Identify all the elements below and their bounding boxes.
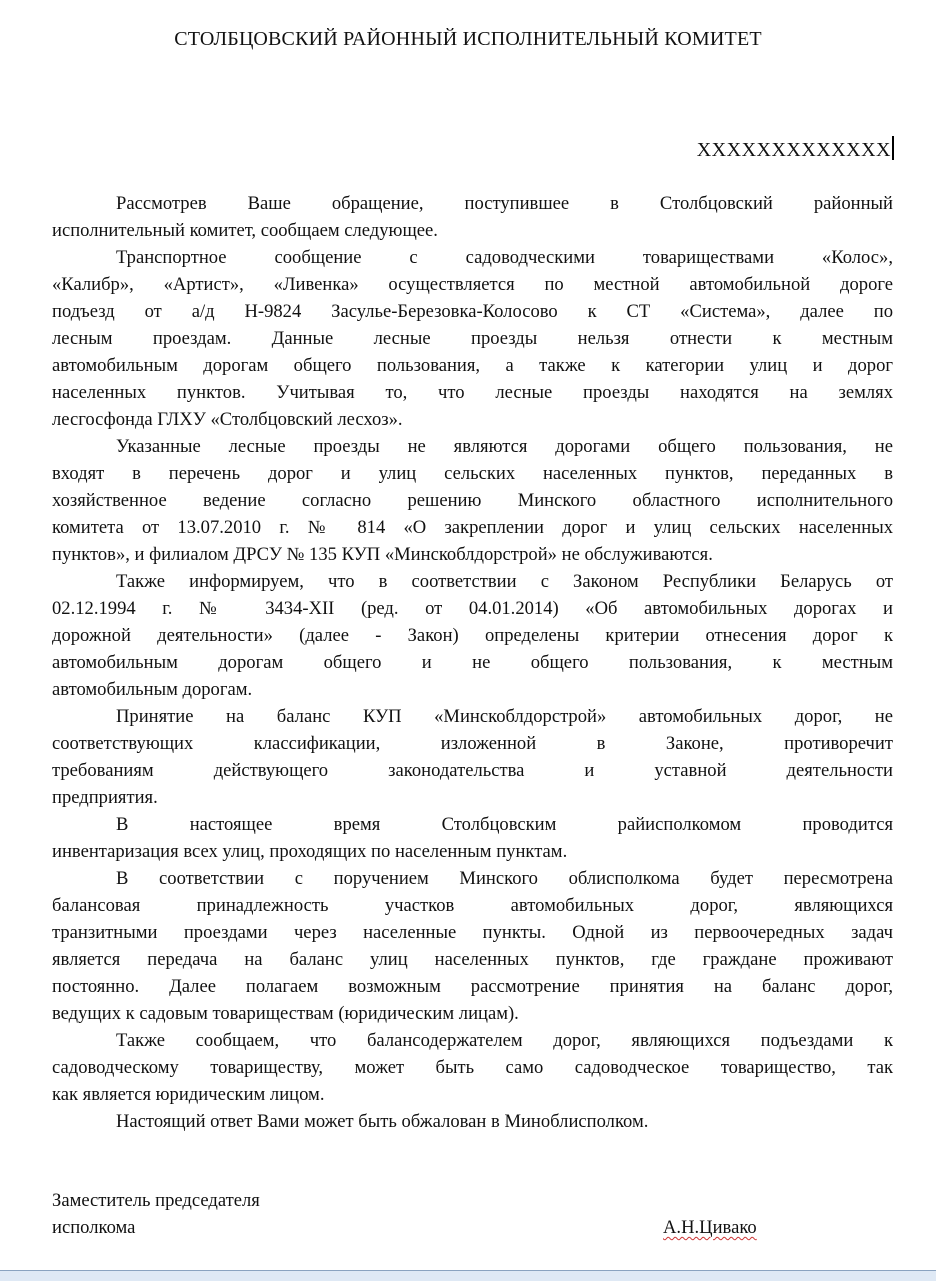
text-line: комитета от 13.07.2010 г. № 814 «О закреплении дорог и улиц сельских населенных	[52, 517, 893, 538]
text-line: Принятие на баланс КУП «Минскоблдорстрой» автомобильных дорог, не	[116, 706, 893, 727]
paragraph	[52, 568, 893, 703]
text-line: соответствующих классификации, изложенной в Законе, противоречит	[52, 733, 893, 754]
text-line: является передача на баланс улиц населенных пунктов, где граждане проживают	[52, 949, 893, 970]
text-line: Также информируем, что в соответствии с Законом Республики Беларусь от	[116, 571, 893, 592]
text-line: ведущих к садовым товариществам (юридическим лицам).	[52, 1003, 519, 1024]
text-line: В настоящее время Столбцовским райисполкомом проводится	[116, 814, 893, 835]
paragraph	[52, 703, 893, 811]
text-line: В соответствии с поручением Минского облисполкома будет пересмотрена	[116, 868, 893, 889]
paragraph	[52, 1108, 893, 1135]
paragraph	[52, 244, 893, 433]
text-line: автомобильным дорогам общего пользования, а также к категории улиц и дорог	[52, 355, 893, 376]
text-line: Рассмотрев Ваше обращение, поступившее в Столбцовский районный	[116, 193, 893, 214]
signature-name: А.Н.Цивако	[663, 1217, 757, 1238]
text-line: лесгосфонда ГЛХУ «Столбцовский лесхоз».	[52, 409, 403, 430]
text-line: подъезд от а/д Н-9824 Засулье-Березовка-Колосово к СТ «Система», далее по	[52, 301, 893, 322]
text-line: транзитными проездами через населенные пункты. Одной из первоочередных задач	[52, 922, 893, 943]
text-line: Настоящий ответ Вами может быть обжалован в Миноблисполком.	[116, 1111, 649, 1132]
text-line: автомобильным дорогам общего и не общего пользования, к местным	[52, 652, 893, 673]
signature-position	[52, 1187, 260, 1241]
text-line: хозяйственное ведение согласно решению Минского областного исполнительного	[52, 490, 893, 511]
text-line: Транспортное сообщение с садоводческими товариществами «Колос»,	[116, 247, 893, 268]
text-line: как является юридическим лицом.	[52, 1084, 325, 1105]
text-line: балансовая принадлежность участков автомобильных дорог, являющихся	[52, 895, 893, 916]
signature-position-line1: Заместитель председателя	[52, 1190, 260, 1211]
text-line: Указанные лесные проезды не являются дорогами общего пользования, не	[116, 436, 893, 457]
text-line: входят в перечень дорог и улиц сельских населенных пунктов, переданных в	[52, 463, 893, 484]
document-title: СТОЛБЦОВСКИЙ РАЙОННЫЙ ИСПОЛНИТЕЛЬНЫЙ КОМИТЕТ	[174, 28, 762, 50]
paragraph	[52, 433, 893, 568]
text-line: лесным проездам. Данные лесные проезды нельзя отнести к местным	[52, 328, 893, 349]
text-line: исполнительный комитет, сообщаем следующее.	[52, 220, 438, 241]
text-line: предприятия.	[52, 787, 158, 808]
text-line: дорожной деятельности» (далее - Закон) определены критерии отнесения дорог к	[52, 625, 893, 646]
text-line: Также сообщаем, что балансодержателем дорог, являющихся подъездами к	[116, 1030, 893, 1051]
status-bar	[0, 1270, 936, 1281]
text-line: пунктов», и филиалом ДРСУ № 135 КУП «Минскоблдорстрой» не обслуживаются.	[52, 544, 713, 565]
addressee[interactable]	[697, 136, 894, 162]
paragraph	[52, 190, 893, 244]
paragraph	[52, 811, 893, 865]
text-line: инвентаризация всех улиц, проходящих по населенным пунктам.	[52, 841, 568, 862]
addressee-text: ХХХХХХХХХХХХХ	[696, 139, 891, 161]
text-line: автомобильным дорогам.	[52, 679, 253, 700]
signature-position-line2: исполкома	[52, 1217, 136, 1238]
text-cursor	[892, 136, 894, 160]
paragraph	[52, 1027, 893, 1108]
text-line: садоводческому товариществу, может быть само садоводческое товарищество, так	[52, 1057, 893, 1078]
text-line: требованиям действующего законодательства и уставной деятельности	[52, 760, 893, 781]
text-line: постоянно. Далее полагаем возможным рассмотрение принятия на баланс дорог,	[52, 976, 893, 997]
document-body[interactable]	[52, 190, 893, 1135]
paragraph	[52, 865, 893, 1027]
text-line: «Калибр», «Артист», «Ливенка» осуществляется по местной автомобильной дороге	[52, 274, 893, 295]
text-line: 02.12.1994 г. № 3434-XII (ред. от 04.01.2014) «Об автомобильных дорогах и	[52, 598, 893, 619]
text-line: населенных пунктов. Учитывая то, что лесные проезды находятся на землях	[52, 382, 893, 403]
